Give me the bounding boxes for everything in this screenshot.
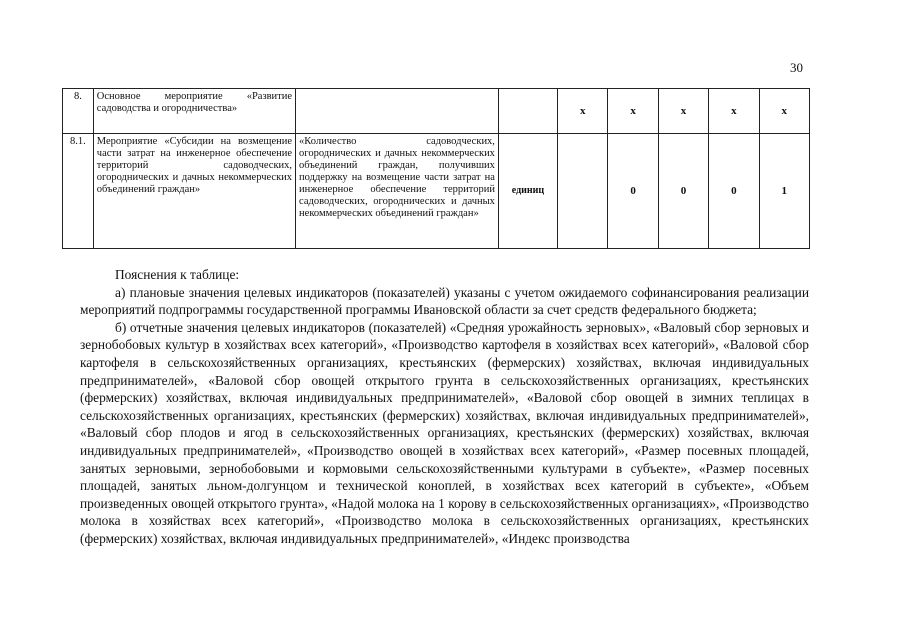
value-cell: х [608, 89, 658, 134]
note-paragraph-b: б) отчетные значения целевых индикаторов (показателей) «Средняя урожайность зерновых», «Валовый сбор зерновых и зернобобовых культур в хозяйствах всех категорий», «Производство картофеля в хозяйствах всех категорий», «Валовой сбор картофеля в сельскохозяйственных организациях, крестьянских (фермерских) хозяйствах, включая индивидуальных предпринимателей», «Валовой сбор овощей открытого грунта в сельскохозяйственных организациях, крестьянских (фермерских) хозяйствах, включая индивидуальных предпринимателей», «Валовой сбор овощей в зимних теплицах в сельскохозяйственных организациях, крестьянских (фермерских) хозяйствах, включая индивидуальных предпринимателей», «Валовый сбор плодов и ягод в сельскохозяйственных организациях, крестьянских (фермерских) хозяйствах, включая индивидуальных предпринимателей», «Производство овощей в хозяйствах всех категорий», «Размер посевных площадей, занятых зерновыми, зернобобовыми и кормовыми сельскохозяйственными культурами в субъекте», «Размер посевных площадей, занятых льном-долгунцом и технической коноплей, в хозяйствах всех категорий в субъекте», «Объем произведенных овощей открытого грунта», «Надой молока на 1 корову в сельскохозяйственных организациях», «Производство молока в хозяйствах всех категорий», «Производство молока в сельскохозяйственных организациях, крестьянских (фермерских) хозяйствах, включая индивидуальных предпринимателей», «Индекс производства [80, 319, 809, 546]
row-number: 8.1. [63, 134, 94, 249]
value-cell: 1 [759, 134, 809, 249]
value-cell: х [558, 89, 608, 134]
indicator-name: «Количество садоводческих, огороднических и дачных некоммерческих объединений граждан, получивших поддержку на возмещение части затрат на инженерное обеспечение территорий садоводческих, огороднических и дачных некоммерческих объединений граждан» [296, 134, 499, 249]
measure-name: Мероприятие «Субсидии на возмещение части затрат на инженерное обеспечение территорий садоводческих, огороднических и дачных некоммерческих объединений граждан» [93, 134, 295, 249]
table-notes [80, 266, 809, 548]
value-cell: 0 [709, 134, 759, 249]
indicators-table [62, 88, 810, 249]
value-cell: х [658, 89, 708, 134]
indicator-name [296, 89, 499, 134]
value-cell: 0 [658, 134, 708, 249]
page-number: 30 [790, 60, 803, 75]
unit-cell [498, 89, 557, 134]
table-row [63, 134, 810, 249]
table-row [63, 89, 810, 134]
value-cell: х [759, 89, 809, 134]
row-number: 8. [63, 89, 94, 134]
unit-cell: единиц [498, 134, 557, 249]
notes-heading: Пояснения к таблице: [115, 267, 240, 282]
note-paragraph-a: а) плановые значения целевых индикаторов (показателей) указаны с учетом ожидаемого софинансирования реализации мероприятий подпрограммы государственной программы Ивановской области за счет средств федерального бюджета; [80, 284, 809, 318]
value-cell [558, 134, 608, 249]
measure-name: Основное мероприятие «Развитие садоводства и огородничества» [93, 89, 295, 134]
value-cell: 0 [608, 134, 658, 249]
value-cell: х [709, 89, 759, 134]
